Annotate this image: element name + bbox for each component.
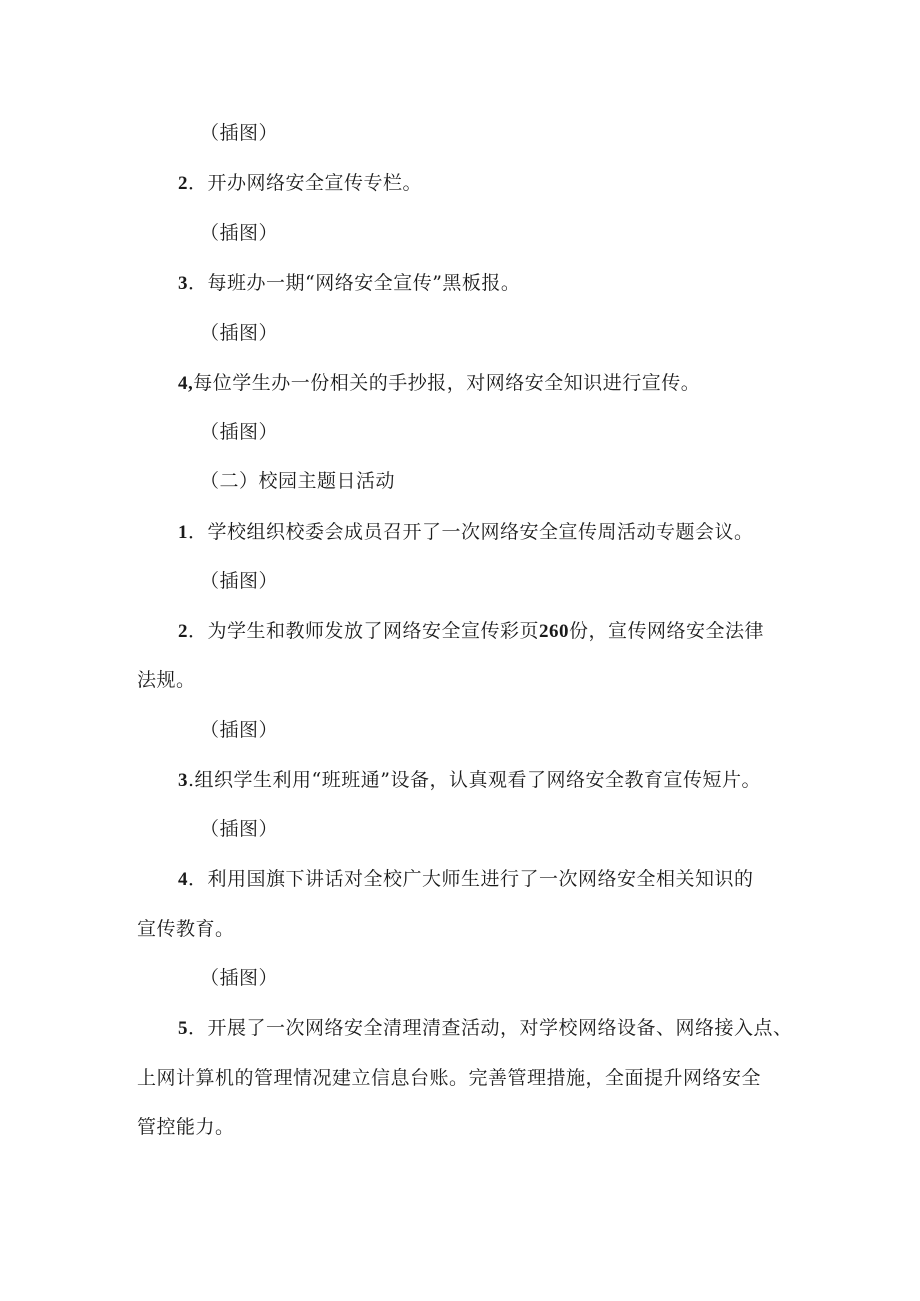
continuation-line: 管控能力。 (137, 1116, 235, 1138)
list-item (178, 768, 761, 793)
illustration-placeholder: （插图） (200, 570, 279, 592)
continuation-line: 宣传教育。 (137, 918, 235, 940)
item-text-continued: 份，宣传网络安全法律 (569, 620, 765, 642)
item-number-inline: 260 (539, 621, 570, 642)
list-item (178, 171, 422, 196)
item-number: 2 (178, 173, 188, 194)
illustration-placeholder: （插图） (200, 222, 279, 244)
illustration-placeholder: （插图） (200, 967, 279, 989)
item-number: 3 (178, 273, 188, 294)
item-text: ．开展了一次网络安全清理清查活动，对学校网络设备、网络接入点、 (188, 1017, 793, 1039)
item-number: 3 (178, 770, 188, 791)
illustration-placeholder: （插图） (200, 421, 279, 443)
item-text: ．学校组织校委会成员召开了一次网络安全宣传周活动专题会议。 (188, 521, 754, 543)
list-item (178, 867, 754, 892)
item-text: ．每班办一期“网络安全宣传”黑板报。 (188, 272, 521, 294)
illustration-placeholder: （插图） (200, 122, 279, 144)
list-item (178, 520, 754, 545)
list-item (178, 371, 700, 396)
list-item (178, 1016, 793, 1041)
item-number: 2 (178, 621, 188, 642)
illustration-placeholder: （插图） (200, 818, 279, 840)
list-item (178, 271, 520, 296)
item-number: 4 (178, 869, 188, 890)
continuation-line: 法规。 (137, 669, 196, 691)
illustration-placeholder: （插图） (200, 719, 279, 741)
illustration-placeholder: （插图） (200, 322, 279, 344)
item-text: ．为学生和教师发放了网络安全宣传彩页 (188, 620, 540, 642)
item-text: 每位学生办一份相关的手抄报，对网络安全知识进行宣传。 (193, 372, 701, 394)
item-number: 1 (178, 522, 188, 543)
item-number: 5 (178, 1018, 188, 1039)
item-number: 4, (178, 373, 194, 394)
item-text: .组织学生利用“班班通”设备，认真观看了网络安全教育宣传短片。 (188, 769, 761, 791)
item-text: ．利用国旗下讲话对全校广大师生进行了一次网络安全相关知识的 (188, 868, 754, 890)
item-text: ．开办网络安全宣传专栏。 (188, 172, 423, 194)
continuation-line: 上网计算机的管理情况建立信息台账。完善管理措施，全面提升网络安全 (137, 1067, 762, 1089)
list-item (178, 619, 764, 644)
section-heading: （二）校园主题日活动 (200, 470, 396, 492)
